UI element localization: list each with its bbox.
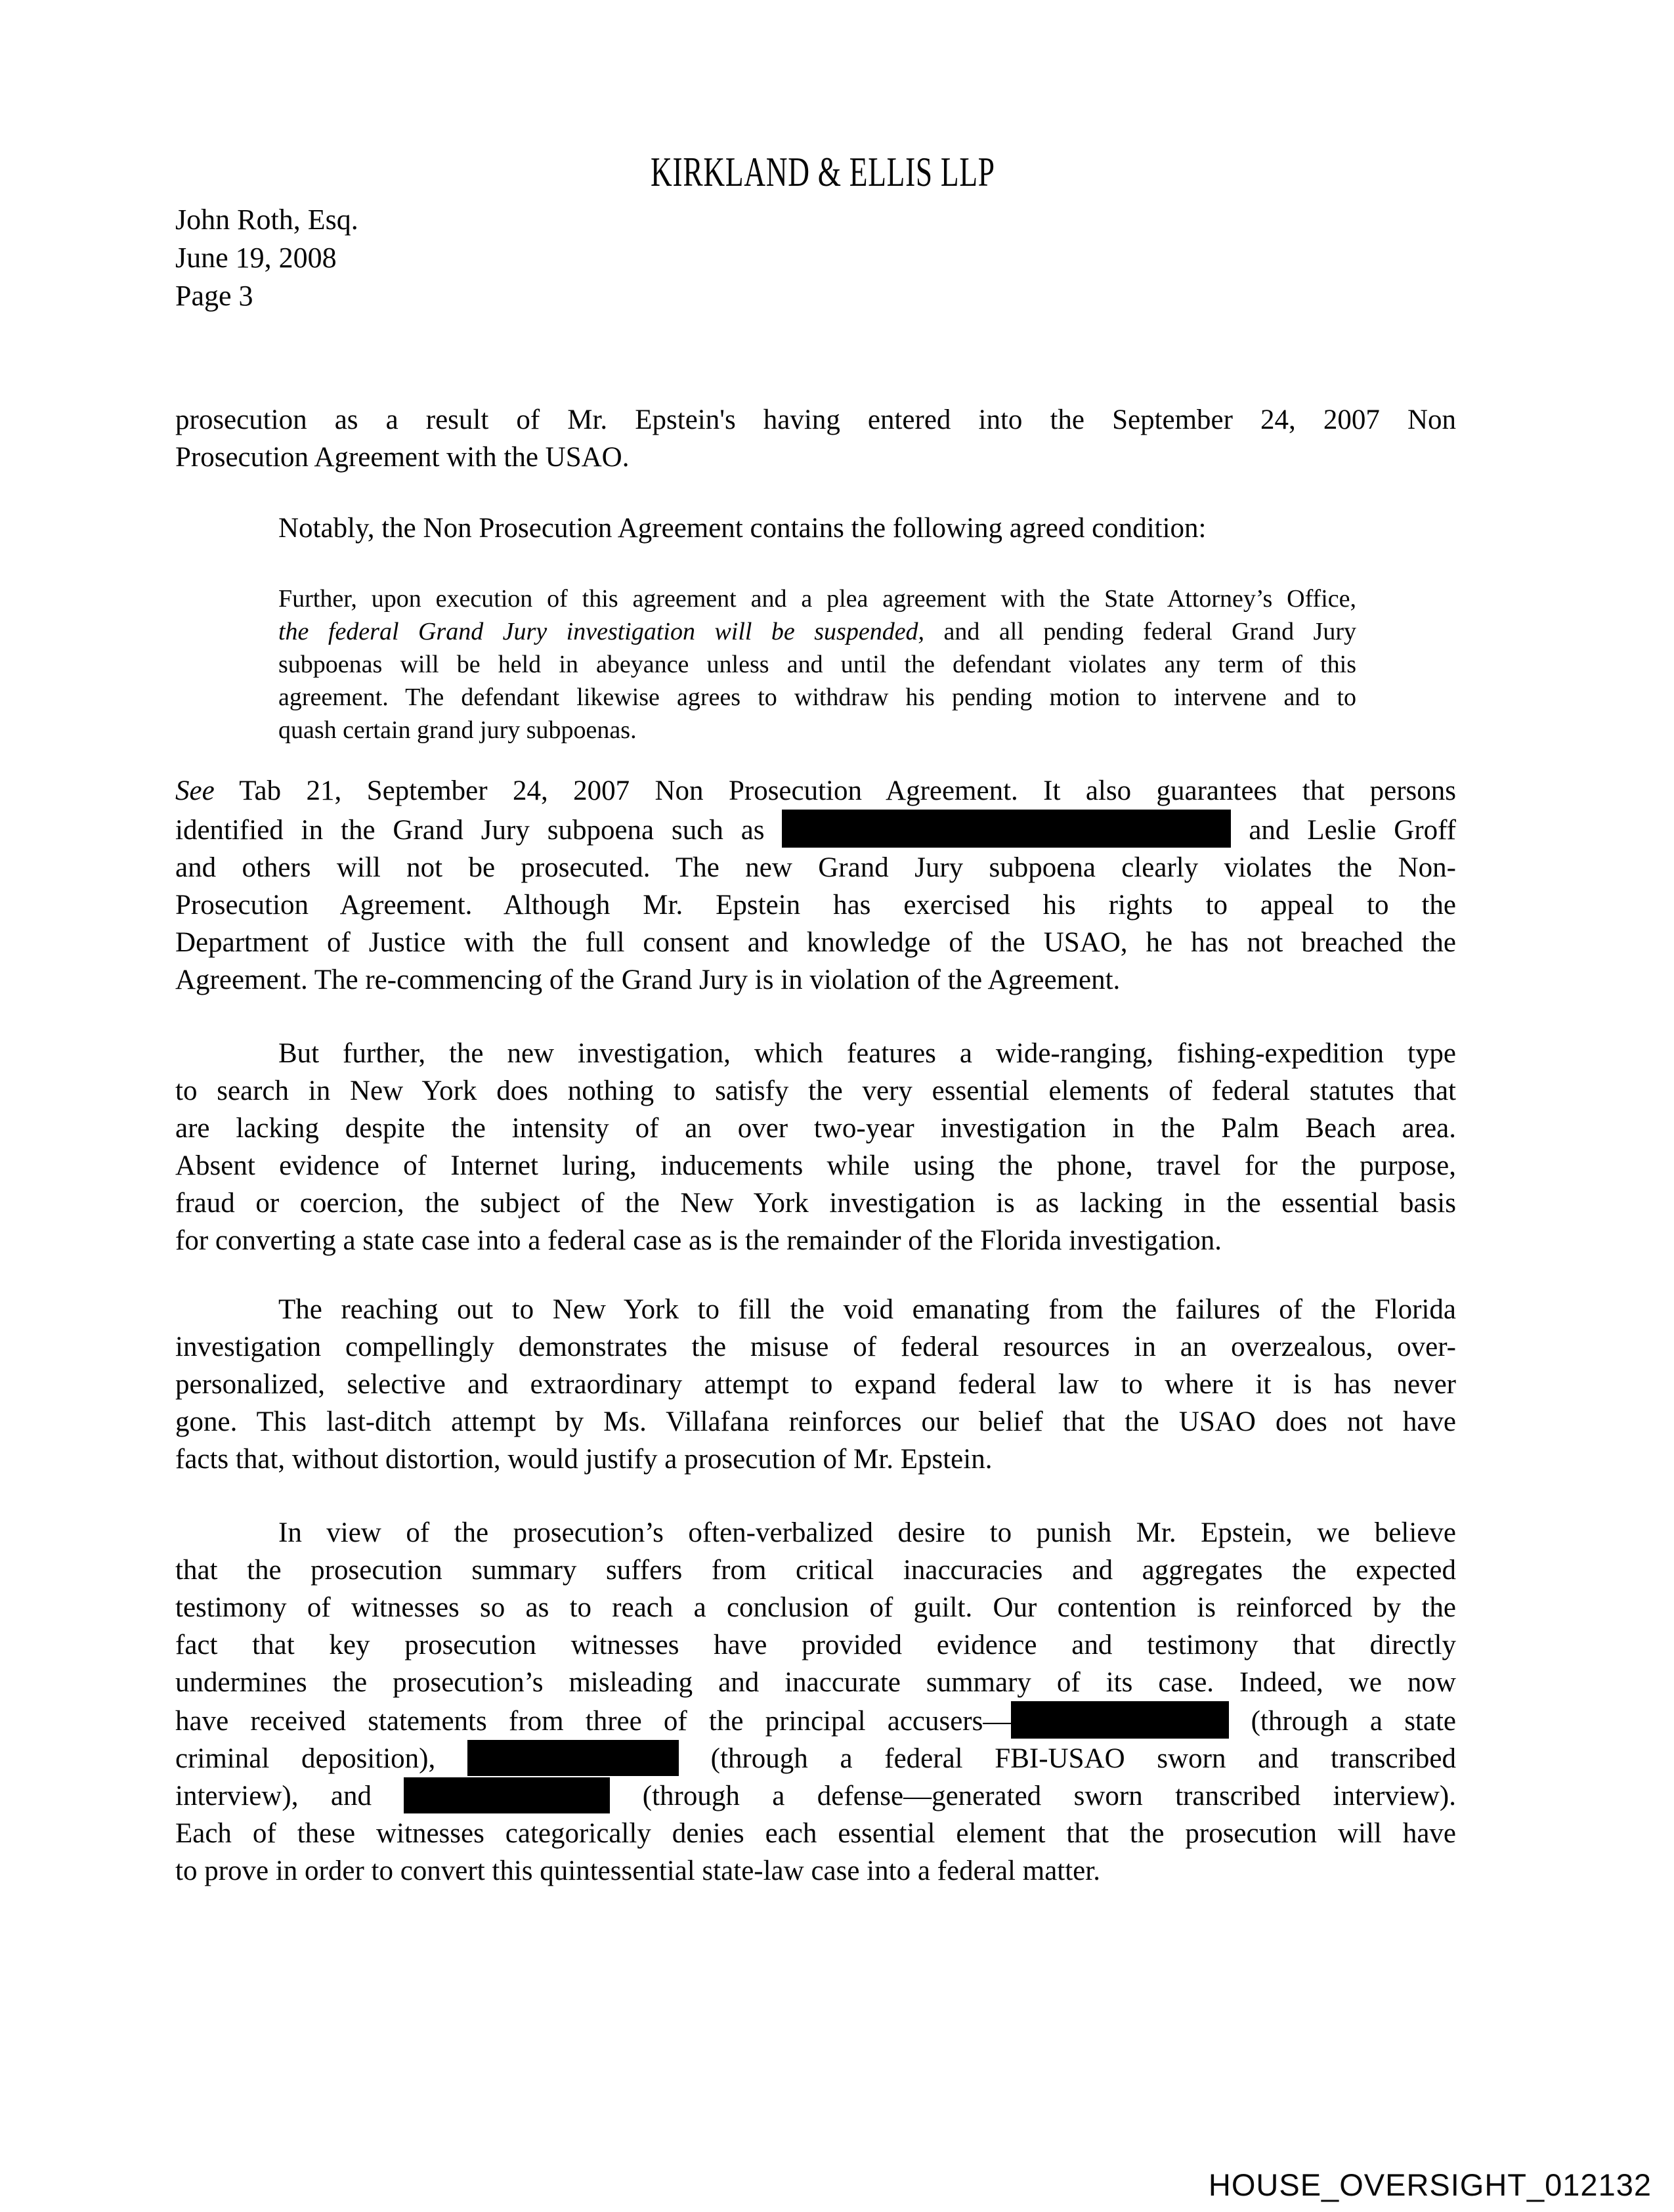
text-line	[175, 772, 1456, 810]
text-line	[175, 401, 1456, 439]
text-run: that the prosecution summary suffers from critical inaccuracies and aggregates the expected	[175, 1555, 1456, 1586]
italic-text-run: the federal Grand Jury investigation will be suspended,	[278, 618, 925, 645]
text-line	[175, 1664, 1456, 1701]
recipient-name: John Roth, Esq.	[175, 204, 358, 236]
text-line	[175, 1589, 1456, 1626]
redaction-box	[1011, 1701, 1229, 1739]
italic-text-run: See	[175, 775, 215, 806]
text-run: prosecution as a result of Mr. Epstein's having entered into the September 24, 2007 Non	[175, 404, 1456, 435]
text-run: Agreement. The re-commencing of the Grand Jury is in violation of the Agreement.	[175, 965, 1121, 995]
text-run: identified in the Grand Jury subpoena such as	[175, 815, 783, 846]
text-run: undermines the prosecution’s misleading and inaccurate summary of its case. Indeed, we now	[175, 1667, 1456, 1698]
text-run: personalized, selective and extraordinary attempt to expand federal law to where it is has never	[175, 1369, 1456, 1400]
text-run: and all pending federal Grand Jury	[924, 618, 1356, 645]
text-line	[175, 1441, 1456, 1478]
paragraph-opening	[175, 401, 1456, 476]
text-run: Absent evidence of Internet luring, inducements while using the phone, travel for the purpose,	[175, 1150, 1456, 1181]
text-line	[175, 886, 1456, 924]
text-line	[175, 961, 1456, 999]
text-run: to prove in order to convert this quintessential state-law case into a federal matter.	[175, 1855, 1100, 1886]
text-line	[175, 924, 1456, 961]
text-run: fraud or coercion, the subject of the New York investigation is as lacking in the essential basis	[175, 1188, 1456, 1219]
text-line	[278, 648, 1356, 681]
paragraph-reaching-out	[175, 1291, 1456, 1478]
paragraph-in-view	[175, 1514, 1456, 1890]
text-run: Prosecution Agreement. Although Mr. Epstein has exercised his rights to appeal to the	[175, 890, 1456, 921]
text-run: criminal deposition),	[175, 1743, 467, 1774]
text-line	[175, 1184, 1456, 1222]
paragraph-notably	[175, 510, 1456, 547]
paragraph-see-tab-21	[175, 772, 1456, 999]
text-line	[175, 1551, 1456, 1589]
paragraph-but-further	[175, 1035, 1456, 1259]
text-run: But further, the new investigation, which features a wide-ranging, fishing-expedition type	[278, 1038, 1456, 1069]
text-line	[175, 439, 1456, 476]
text-line	[278, 582, 1356, 615]
text-line	[278, 714, 1356, 747]
text-line	[175, 1035, 1456, 1072]
text-run: gone. This last-ditch attempt by Ms. Villafana reinforces our belief that the USAO does not have	[175, 1406, 1456, 1437]
text-line	[278, 615, 1356, 648]
text-run: investigation compellingly demonstrates the misuse of federal resources in an overzealous, over-	[175, 1332, 1456, 1362]
text-line	[175, 1777, 1456, 1815]
text-run: and others will not be prosecuted. The new Grand Jury subpoena clearly violates the Non-	[175, 852, 1456, 883]
redaction-box	[467, 1740, 679, 1776]
text-line	[175, 1403, 1456, 1441]
text-line	[175, 1072, 1456, 1110]
text-line	[175, 1110, 1456, 1147]
text-line	[175, 1147, 1456, 1184]
text-run: have received statements from three of the principal accusers—	[175, 1706, 1012, 1737]
text-run: for converting a state case into a federal case as is the remainder of the Florida investigation.	[175, 1225, 1222, 1256]
text-run: facts that, without distortion, would justify a prosecution of Mr. Epstein.	[175, 1444, 993, 1475]
recipient-block	[175, 201, 358, 315]
text-line	[175, 1815, 1456, 1852]
text-run: Tab 21, September 24, 2007 Non Prosecution Agreement. It also guarantees that persons	[214, 775, 1456, 806]
text-line	[175, 1291, 1456, 1328]
text-run: (through a federal FBI-USAO sworn and transcribed	[678, 1743, 1456, 1774]
text-run: Notably, the Non Prosecution Agreement contains the following agreed condition:	[278, 513, 1207, 544]
text-run: interview), and	[175, 1781, 404, 1811]
text-run: In view of the prosecution’s often-verbalized desire to punish Mr. Epstein, we believe	[278, 1517, 1456, 1548]
page-number-label: Page 3	[175, 280, 253, 312]
firm-name-letterhead: KIRKLAND & ELLIS LLP	[651, 149, 995, 195]
text-run: agreement. The defendant likewise agrees to withdraw his pending motion to intervene and to	[278, 683, 1356, 711]
text-run: and Leslie Groff	[1231, 815, 1456, 846]
text-run: (through a state	[1229, 1706, 1456, 1737]
letter-date: June 19, 2008	[175, 242, 337, 274]
text-line	[175, 1514, 1456, 1551]
text-line	[175, 810, 1456, 849]
blockquote-agreement-condition	[278, 582, 1356, 747]
text-run: The reaching out to New York to fill the void emanating from the failures of the Florida	[278, 1294, 1456, 1325]
text-line	[175, 1328, 1456, 1366]
text-run: Department of Justice with the full consent and knowledge of the USAO, he has not breached the	[175, 927, 1456, 958]
text-run: testimony of witnesses so as to reach a conclusion of guilt. Our contention is reinforced by the	[175, 1592, 1456, 1623]
text-line	[175, 1701, 1456, 1740]
text-run: subpoenas will be held in abeyance unless and until the defendant violates any term of this	[278, 651, 1356, 678]
text-line	[175, 1626, 1456, 1664]
text-line	[175, 1222, 1456, 1259]
text-run: Further, upon execution of this agreement and a plea agreement with the State Attorney’s Office,	[278, 585, 1356, 613]
text-line	[175, 849, 1456, 886]
text-run: quash certain grand jury subpoenas.	[278, 716, 637, 744]
text-run: are lacking despite the intensity of an over two-year investigation in the Palm Beach area.	[175, 1113, 1456, 1144]
text-run: Each of these witnesses categorically denies each essential element that the prosecution will have	[175, 1818, 1456, 1849]
text-run: to search in New York does nothing to satisfy the very essential elements of federal statutes that	[175, 1075, 1456, 1106]
redaction-box	[782, 810, 1231, 848]
text-run: (through a defense—generated sworn transcribed interview).	[610, 1781, 1456, 1811]
bates-number: HOUSE_OVERSIGHT_012132	[1208, 2167, 1652, 2202]
text-run: fact that key prosecution witnesses have provided evidence and testimony that directly	[175, 1630, 1456, 1660]
text-line	[175, 510, 1456, 547]
text-line	[175, 1366, 1456, 1403]
text-line	[175, 1852, 1456, 1890]
text-run: Prosecution Agreement with the USAO.	[175, 442, 630, 473]
text-line	[278, 681, 1356, 714]
text-line	[175, 1740, 1456, 1777]
redaction-box	[404, 1777, 610, 1813]
